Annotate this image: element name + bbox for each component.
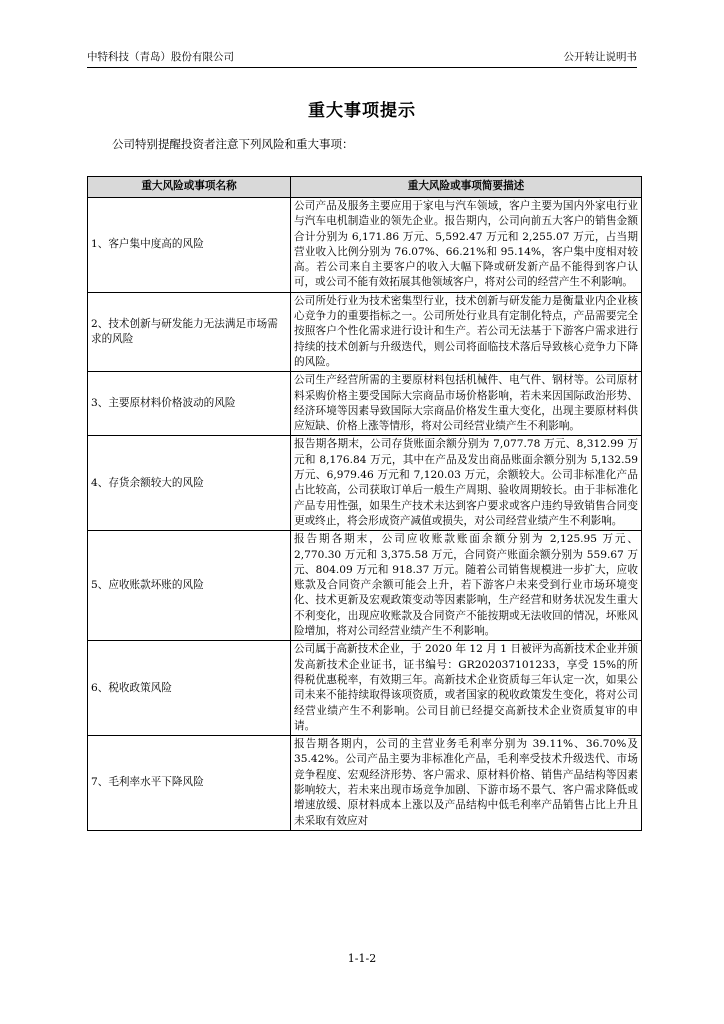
risk-name: 1、客户集中度高的风险	[88, 198, 291, 293]
risk-name: 4、存货余额较大的风险	[88, 436, 291, 531]
risk-desc: 报告期各期末，公司存货账面余额分别为 7,077.78 万元、8,312.99 万元和 8,176.84 万元，其中在产品及发出商品账面余额分别为 5,132.59 万元、6,979.46 万元和 7,120.03 万元，余额较大。公司非标准化产品占比较高，公司获取订单后一般生产周期、验收周期较长。由于非标准化产品专用性强，如果生产技术未达到客户要求或客户违约导致销售合同变更或终止，将会形成资产减值或损失，对公司经营业绩产生不利影响。	[291, 436, 642, 531]
risk-desc: 公司所处行业为技术密集型行业，技术创新与研发能力是衡量业内企业核心竞争力的重要指标之一。公司所处行业具有定制化特点，产品需要完全按照客户个性化需求进行设计和生产。若公司无法基于下游客户需求进行持续的技术创新与升级迭代，则公司将面临技术落后导致核心竞争力下降的风险。	[291, 292, 642, 371]
risk-desc: 公司属于高新技术企业，于 2020 年 12 月 1 日被评为高新技术企业并颁发高新技术企业证书，证书编号：GR202037101233，享受 15%的所得税优惠税率，有效期三年。高新技术企业资质每三年认定一次，如果公司未来不能持续取得该项资质，或者国家的税收政策发生变化，将对公司经营业绩产生不利影响。公司目前已经提交高新技术企业资质复审的申请。	[291, 641, 642, 736]
header-doc-type: 公开转让说明书	[563, 51, 637, 63]
table-row	[88, 292, 642, 371]
risk-desc: 报告期各期内，公司的主营业务毛利率分别为 39.11%、36.70%及 35.42%。公司产品主要为非标准化产品，毛利率受技术升级迭代、市场竞争程度、宏观经济形势、客户需求、原材料价格、销售产品结构等因素影响较大，若未来出现市场竞争加剧、下游市场不景气、客户需求降低或增速放缓、原材料成本上涨以及产品结构中低毛利率产品销售占比上升且未采取有效应对	[291, 736, 642, 831]
table-header-row	[88, 177, 642, 198]
header-risk-name: 重大风险或事项名称	[88, 177, 291, 198]
risk-name: 6、税收政策风险	[88, 641, 291, 736]
table-row	[88, 436, 642, 531]
risk-name: 3、主要原材料价格波动的风险	[88, 372, 291, 436]
table-row	[88, 198, 642, 293]
table-row	[88, 736, 642, 831]
risk-table	[87, 176, 642, 831]
risk-desc: 公司产品及服务主要应用于家电与汽车领域，客户主要为国内外家电行业与汽车电机制造业的领先企业。报告期内，公司向前五大客户的销售金额合计分别为 6,171.86 万元、5,592.47 万元和 2,255.07 万元，占当期营业收入比例分别为 76.07%、66.21%和 95.14%，客户集中度相对较高。若公司来自主要客户的收入大幅下降或研发新产品不能得到客户认可，或公司不能有效拓展其他领域客户，将对公司的经营产生不利影响。	[291, 198, 642, 293]
table-row	[88, 531, 642, 641]
header-risk-desc: 重大风险或事项简要描述	[291, 177, 642, 198]
risk-name: 2、技术创新与研发能力无法满足市场需求的风险	[88, 292, 291, 371]
risk-name: 7、毛利率水平下降风险	[88, 736, 291, 831]
risk-desc: 报告期各期末，公司应收账款账面余额分别为 2,125.95 万元、2,770.30 万元和 3,375.58 万元，合同资产账面余额分别为 559.67 万元、804.09 万元和 918.37 万元。随着公司销售规模进一步扩大，应收账款及合同资产余额可能会上升，若下游客户未来受到行业市场环境变化、技术更新及宏观政策变动等因素影响，生产经营和财务状况发生重大不利变化，出现应收账款及合同资产不能按期或无法收回的情况，坏账风险增加，将对公司经营业绩产生不利影响。	[291, 531, 642, 641]
risk-name: 5、应收账款坏账的风险	[88, 531, 291, 641]
page-number: 1-1-2	[347, 952, 377, 965]
table-row	[88, 641, 642, 736]
header-company: 中特科技（青岛）股份有限公司	[87, 51, 234, 63]
table-row	[88, 372, 642, 436]
page-header	[87, 48, 637, 68]
page-title: 重大事项提示	[308, 101, 416, 121]
risk-desc: 公司生产经营所需的主要原材料包括机械件、电气件、钢材等。公司原材料采购价格主要受国际大宗商品市场价格影响，若未来因国际政治形势、经济环境等因素导致国际大宗商品价格发生重大变化，出现主要原材料供应短缺、价格上涨等情形，将对公司经营业绩产生不利影响。	[291, 372, 642, 436]
intro-text: 公司特别提醒投资者注意下列风险和重大事项：	[112, 137, 354, 151]
